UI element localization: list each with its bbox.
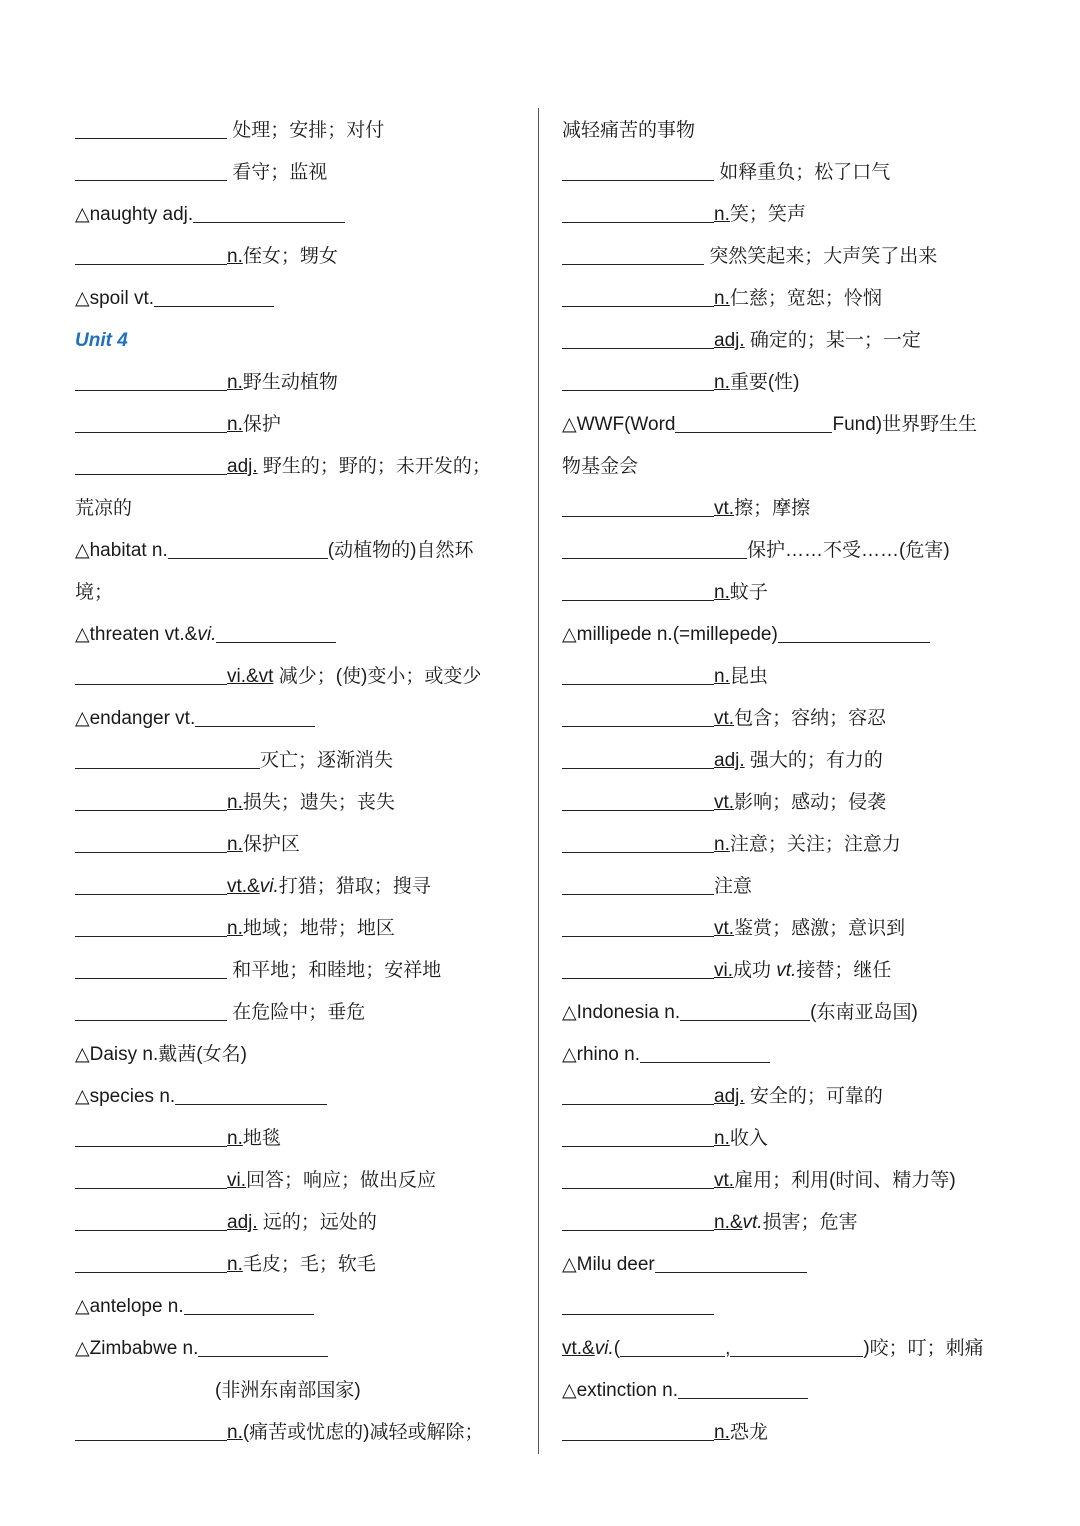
fill-in-blank[interactable] — [168, 536, 328, 559]
vocab-line — [75, 1124, 281, 1154]
fill-in-blank[interactable] — [75, 956, 227, 979]
part-of-speech: n. — [227, 1422, 243, 1443]
vocab-line — [75, 1040, 247, 1070]
line-text: △Indonesia n. — [562, 1002, 681, 1023]
fill-in-blank[interactable] — [216, 620, 336, 643]
fill-in-blank[interactable] — [154, 284, 274, 307]
fill-in-blank[interactable] — [562, 578, 714, 601]
line-text: △rhino n. — [562, 1044, 640, 1065]
vocab-line — [75, 914, 395, 944]
fill-in-blank[interactable] — [562, 788, 714, 811]
vocab-line — [75, 746, 393, 776]
part-of-speech: n. — [714, 834, 730, 855]
vocab-line — [75, 662, 481, 692]
vocab-line — [75, 1334, 328, 1364]
line-text: , — [725, 1338, 731, 1359]
vocab-line — [562, 1166, 956, 1196]
part-of-speech: vi. — [714, 960, 733, 981]
line-text: (动植物的)自然环 — [327, 540, 474, 561]
part-of-speech: vt.& — [227, 876, 260, 897]
fill-in-blank[interactable] — [75, 452, 227, 475]
line-text: ( — [613, 1338, 621, 1359]
fill-in-blank[interactable] — [75, 242, 227, 265]
fill-in-blank[interactable] — [562, 704, 714, 727]
vocab-line — [562, 200, 806, 230]
part-of-speech: adj. — [227, 456, 258, 477]
fill-in-blank[interactable] — [75, 116, 227, 139]
fill-in-blank[interactable] — [75, 788, 227, 811]
fill-in-blank[interactable] — [730, 1334, 863, 1357]
line-text: 回答；响应；做出反应 — [246, 1170, 437, 1191]
part-of-speech: adj. — [227, 1212, 258, 1233]
fill-in-blank[interactable] — [75, 914, 227, 937]
vocab-line — [562, 704, 886, 734]
line-text: 地域；地带；地区 — [242, 918, 395, 939]
line-text: 减少；(使)变小；或变少 — [273, 666, 482, 687]
vocab-line — [75, 494, 132, 524]
line-text: △habitat n. — [75, 540, 168, 561]
line-text: 保护……不受……(危害) — [747, 540, 950, 561]
vocab-line — [562, 830, 901, 860]
vocab-line — [75, 1250, 376, 1280]
fill-in-blank[interactable] — [75, 1124, 227, 1147]
vocab-line — [562, 788, 886, 818]
vocab-line — [562, 956, 891, 986]
vocab-line — [562, 116, 695, 146]
vocab-line — [562, 578, 768, 608]
vocab-line — [75, 452, 491, 482]
part-of-speech: vt. — [742, 1212, 763, 1233]
line-text: 注意 — [714, 876, 753, 897]
line-text: 保护 — [242, 414, 281, 435]
column-divider — [538, 108, 539, 1454]
part-of-speech: n. — [714, 666, 730, 687]
unit-heading: Unit 4 — [75, 330, 128, 351]
part-of-speech: n. — [227, 414, 243, 435]
line-text: 如释重负；松了口气 — [714, 162, 891, 183]
vocab-line — [75, 368, 338, 398]
line-text: 远的；远处的 — [257, 1212, 377, 1233]
line-text: 确定的；某一；一定 — [744, 330, 921, 351]
part-of-speech: n. — [227, 834, 243, 855]
line-text: △endanger vt. — [75, 708, 196, 729]
fill-in-blank[interactable] — [640, 1040, 770, 1063]
part-of-speech: n. — [227, 918, 243, 939]
part-of-speech: n. — [714, 204, 730, 225]
vocab-line — [562, 998, 918, 1028]
line-text: 看守；监视 — [227, 162, 328, 183]
fill-in-blank[interactable] — [75, 746, 260, 769]
vocab-line — [75, 158, 327, 188]
line-text: 保护区 — [242, 834, 300, 855]
vocab-line — [562, 452, 638, 482]
vocab-line — [562, 1376, 808, 1406]
line-text: 昆虫 — [729, 666, 768, 687]
fill-in-blank[interactable] — [175, 1082, 327, 1105]
vocab-line — [75, 1292, 314, 1322]
line-text: (痛苦或忧虑的)减轻或解除； — [242, 1422, 484, 1443]
vocab-line — [562, 284, 882, 314]
fill-in-blank[interactable] — [678, 1376, 808, 1399]
line-text: △Milu deer — [562, 1254, 655, 1275]
fill-in-blank[interactable] — [562, 956, 714, 979]
fill-in-blank[interactable] — [562, 158, 714, 181]
part-of-speech: n. — [227, 1254, 243, 1275]
line-text: 擦；摩擦 — [734, 498, 811, 519]
fill-in-blank[interactable] — [680, 998, 810, 1021]
line-text: 蚊子 — [729, 582, 768, 603]
part-of-speech: n. — [227, 246, 243, 267]
fill-in-blank[interactable] — [778, 620, 930, 643]
line-text: △millipede n.(=millepede) — [562, 624, 778, 645]
part-of-speech: vi. — [259, 876, 279, 897]
line-text: 物基金会 — [562, 456, 639, 477]
fill-in-blank[interactable] — [198, 1334, 328, 1357]
vocab-line — [562, 1250, 807, 1280]
vocab-line — [562, 1292, 714, 1322]
line-text: 毛皮；毛；软毛 — [242, 1254, 376, 1275]
vocab-line — [562, 1082, 883, 1112]
vocab-line — [562, 1124, 768, 1154]
fill-in-blank[interactable] — [75, 872, 227, 895]
vocab-line — [562, 494, 810, 524]
part-of-speech: n. — [714, 372, 730, 393]
fill-in-blank[interactable] — [620, 1334, 725, 1357]
vocab-line — [562, 368, 800, 398]
fill-in-blank[interactable] — [75, 1166, 227, 1189]
fill-in-blank[interactable] — [562, 746, 714, 769]
vocab-line — [75, 704, 315, 734]
line-text: 成功 — [733, 960, 777, 981]
fill-in-blank[interactable] — [562, 1166, 714, 1189]
line-text: 野生动植物 — [242, 372, 338, 393]
part-of-speech: vt.& — [562, 1338, 595, 1359]
line-text: 野生的；野的；未开发的； — [257, 456, 491, 477]
line-text: △species n. — [75, 1086, 176, 1107]
part-of-speech: vi. — [197, 624, 217, 645]
part-of-speech: n. — [714, 1422, 730, 1443]
fill-in-blank[interactable] — [562, 914, 714, 937]
line-text: 荒凉的 — [75, 498, 133, 519]
line-text: △antelope n. — [75, 1296, 184, 1317]
line-text: 影响；感动；侵袭 — [734, 792, 887, 813]
vocab-line — [75, 1418, 484, 1448]
fill-in-blank[interactable] — [562, 1418, 714, 1441]
line-text: )咬；叮；刺痛 — [863, 1338, 984, 1359]
fill-in-blank[interactable] — [195, 704, 315, 727]
fill-in-blank[interactable] — [562, 1082, 714, 1105]
vocab-line — [75, 242, 338, 272]
part-of-speech: adj. — [714, 1086, 745, 1107]
part-of-speech: n. — [714, 1128, 730, 1149]
fill-in-blank[interactable] — [655, 1250, 807, 1273]
vocab-line — [562, 1334, 984, 1364]
line-text: △WWF(Word — [562, 414, 676, 435]
vocab-line — [562, 1208, 858, 1238]
line-text: 安全的；可靠的 — [744, 1086, 883, 1107]
line-text: △spoil vt. — [75, 288, 155, 309]
line-text: 笑；笑声 — [729, 204, 806, 225]
part-of-speech: vt. — [776, 960, 797, 981]
line-text: △extinction n. — [562, 1380, 679, 1401]
fill-in-blank[interactable] — [562, 1292, 714, 1315]
vocab-line — [562, 1418, 768, 1448]
vocab-line — [562, 746, 883, 776]
line-text: Fund)世界野生生 — [832, 414, 978, 435]
vocab-line — [562, 620, 930, 650]
part-of-speech: vt. — [714, 792, 735, 813]
vocab-line — [562, 662, 768, 692]
line-text: 注意；关注；注意力 — [729, 834, 901, 855]
vocab-line — [75, 1208, 377, 1238]
fill-in-blank[interactable] — [562, 326, 714, 349]
vocab-line — [75, 284, 274, 314]
fill-in-blank[interactable] — [75, 830, 227, 853]
line-text: (非洲东南部国家) — [215, 1380, 361, 1401]
line-text: 在危险中；垂危 — [227, 1002, 366, 1023]
line-text: 突然笑起来；大声笑了出来 — [704, 246, 938, 267]
fill-in-blank[interactable] — [562, 1208, 714, 1231]
vocab-line — [562, 536, 950, 566]
vocab-line — [75, 830, 300, 860]
vocab-line — [75, 326, 128, 356]
line-text: 鉴赏；感激；意识到 — [734, 918, 906, 939]
line-text: 侄女；甥女 — [242, 246, 338, 267]
fill-in-blank[interactable] — [75, 368, 227, 391]
fill-in-blank[interactable] — [75, 662, 227, 685]
fill-in-blank[interactable] — [562, 284, 714, 307]
part-of-speech: n. — [227, 372, 243, 393]
line-text: 包含；容纳；容忍 — [734, 708, 887, 729]
vocab-line — [562, 872, 752, 902]
vocab-line — [562, 410, 977, 440]
fill-in-blank[interactable] — [562, 830, 714, 853]
fill-in-blank[interactable] — [562, 242, 704, 265]
part-of-speech: vt. — [714, 708, 735, 729]
line-text: △naughty adj. — [75, 204, 194, 225]
fill-in-blank[interactable] — [562, 872, 714, 895]
line-text: 损害；危害 — [762, 1212, 858, 1233]
line-text: 地毯 — [242, 1128, 281, 1149]
line-text: 接替；继任 — [796, 960, 892, 981]
vocab-line — [75, 578, 113, 608]
fill-in-blank[interactable] — [75, 1418, 227, 1441]
vocab-line — [562, 242, 937, 272]
fill-in-blank[interactable] — [193, 200, 345, 223]
part-of-speech: vt. — [714, 918, 735, 939]
line-text: 恐龙 — [729, 1422, 768, 1443]
vocab-line — [75, 200, 345, 230]
part-of-speech: vi. — [227, 1170, 246, 1191]
line-text: 灭亡；逐渐消失 — [260, 750, 394, 771]
line-text: 雇用；利用(时间、精力等) — [734, 1170, 956, 1191]
line-text: 仁慈；宽恕；怜悯 — [729, 288, 882, 309]
part-of-speech: n. — [714, 582, 730, 603]
part-of-speech: vt. — [714, 498, 735, 519]
vocab-line — [215, 1376, 361, 1406]
line-text: 强大的；有力的 — [744, 750, 883, 771]
line-text: 境； — [75, 582, 114, 603]
line-text: 重要(性) — [729, 372, 800, 393]
vocab-line — [75, 116, 384, 146]
fill-in-blank[interactable] — [75, 998, 227, 1021]
fill-in-blank[interactable] — [562, 536, 747, 559]
vocab-line — [562, 326, 921, 356]
line-text: 收入 — [729, 1128, 768, 1149]
line-text: △threaten vt.& — [75, 624, 198, 645]
line-text: 损失；遗失；丧失 — [242, 792, 395, 813]
part-of-speech: vt. — [714, 1170, 735, 1191]
fill-in-blank[interactable] — [562, 200, 714, 223]
part-of-speech: adj. — [714, 750, 745, 771]
fill-in-blank[interactable] — [675, 410, 832, 433]
part-of-speech: n. — [227, 792, 243, 813]
line-text: 减轻痛苦的事物 — [562, 120, 696, 141]
vocab-line — [562, 1040, 770, 1070]
fill-in-blank[interactable] — [184, 1292, 314, 1315]
part-of-speech: n. — [227, 1128, 243, 1149]
fill-in-blank[interactable] — [562, 368, 714, 391]
vocab-line — [75, 536, 473, 566]
vocab-line — [75, 872, 431, 902]
vocab-line — [562, 914, 905, 944]
vocab-line — [75, 410, 281, 440]
part-of-speech: n. — [714, 288, 730, 309]
line-text: (东南亚岛国) — [810, 1002, 918, 1023]
part-of-speech: vi. — [594, 1338, 614, 1359]
line-text: 打猎；猎取；搜寻 — [278, 876, 431, 897]
fill-in-blank[interactable] — [75, 158, 227, 181]
part-of-speech: vi.&vt — [227, 666, 274, 687]
line-text: △Daisy n.戴茜(女名) — [75, 1044, 247, 1065]
fill-in-blank[interactable] — [562, 662, 714, 685]
fill-in-blank[interactable] — [75, 410, 227, 433]
vocab-line — [75, 956, 441, 986]
fill-in-blank[interactable] — [562, 494, 714, 517]
vocab-line — [75, 620, 336, 650]
fill-in-blank[interactable] — [562, 1124, 714, 1147]
fill-in-blank[interactable] — [75, 1250, 227, 1273]
part-of-speech: adj. — [714, 330, 745, 351]
line-text: △Zimbabwe n. — [75, 1338, 199, 1359]
vocab-line — [75, 998, 365, 1028]
vocab-line — [75, 1082, 327, 1112]
vocab-line — [562, 158, 890, 188]
vocab-line — [75, 788, 395, 818]
vocab-line — [75, 1166, 436, 1196]
line-text: 和平地；和睦地；安祥地 — [227, 960, 442, 981]
part-of-speech: n.& — [714, 1212, 743, 1233]
line-text: 处理；安排；对付 — [227, 120, 385, 141]
fill-in-blank[interactable] — [75, 1208, 227, 1231]
